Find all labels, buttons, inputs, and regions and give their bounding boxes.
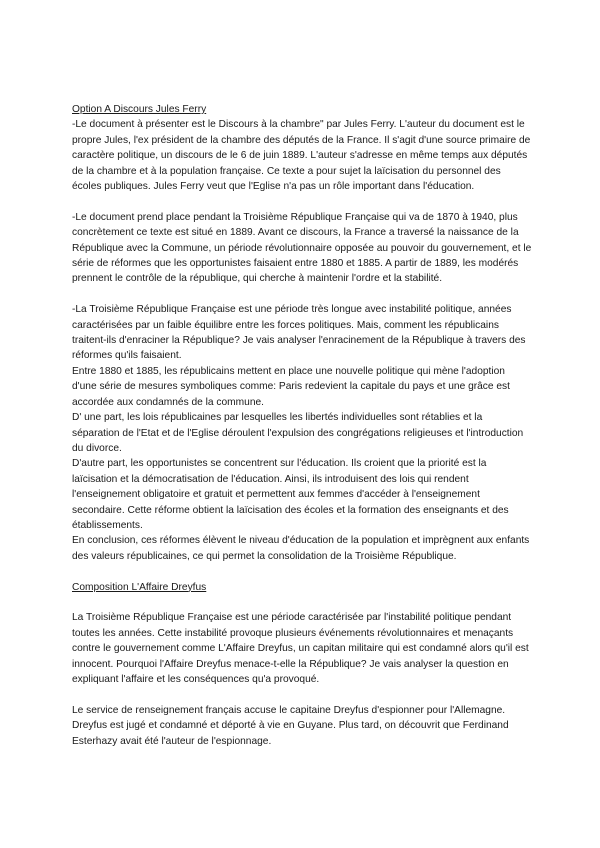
paragraph-dreyfus-introduction: La Troisième République Française est une période caractérisée par l'instabilité politique pendant toutes les années. Cette instabilité provoque plusieurs événements révolutionnaires et menaçants contre le gouvernement comme L'Affaire Dreyfus, un capitan militaire qui est condamné alors qu'il est innocent. Pourquoi l'Affaire Dreyfus menace-t-elle la République? Je vais analyser la question en expliquant l'affaire et les conséquences qu'a provoqué. [72, 612, 529, 685]
section-heading-jules-ferry: Option A Discours Jules Ferry [72, 104, 207, 115]
document-body [72, 102, 532, 749]
paragraph-gap [72, 687, 532, 702]
paragraph-gap [72, 287, 532, 302]
paragraph-gap [72, 194, 532, 209]
paragraph-dreyfus-affair: Le service de renseignement français accuse le capitaine Dreyfus d'espionner pour l'Allemagne. Dreyfus est jugé et condamné et déporté à vie en Guyane. Plus tard, on découvrit que Ferdinand Esterhazy avait été l'auteur de l'espionnage. [72, 704, 509, 747]
paragraph-problematic: -La Troisième République Française est une période très longue avec instabilité politique, années caractérisées par un faible équilibre entre les forces politiques. Mais, comment les républicains traitent-ils d'enraciner la République? Je vais analyser l'enracinement de la République à travers des réformes qu'ils faisaient. [72, 304, 526, 362]
paragraph-introduction: -Le document à présenter est le Discours à la chambre" par Jules Ferry. L'auteur du document est le propre Jules, l'ex président de la chambre des députés de la France. Il s'agit d'une source primaire de caractère politique, un discours de le 6 de juin 1889. L'auteur s'adresse en même temps aux députés de la chambre et à la population française. Ce texte a pour sujet la laïcisation du personnel des écoles publiques. Jules Ferry veut que l'Eglise n'a pas un rôle important dans l'éducation. [72, 119, 531, 193]
paragraph-republican-laws: D' une part, les lois républicaines par lesquelles les libertés individuelles sont rétablies et la séparation de l'Etat et de l'Eglise déroulent l'expulsion des congrégations religieuses et l'introduction du divorce. [72, 412, 524, 454]
paragraph-context: -Le document prend place pendant la Troisième République Française qui va de 1870 à 1940, plus concrètement ce texte est situé en 1889. Avant ce discours, la France a traversé la naissance de la République avec la Commune, un période révolutionnaire opposée au pouvoir du gouvernement, et le série de réformes que les opportunistes faisaient entre 1880 et 1885. A partir de 1889, les modérés prennent le contrôle de la république, qui cherche à maintenir l'ordre et la stabilité. [72, 211, 532, 285]
paragraph-education: D'autre part, les opportunistes se concentrent sur l'éducation. Ils croient que la priorité est la laïcisation et la démocratisation de l'éducation. Ainsi, ils introduisent des lois qui rendent l'enseignement obligatoire et gratuit et permettent aux femmes d'accéder à l'enseignement secondaire. Cette réforme obtient la laïcisation des écoles et la formation des enseignants et des établissements. [72, 458, 509, 531]
paragraph-reforms-1880: Entre 1880 et 1885, les républicains mettent en place une nouvelle politique qui mène l'adoption d'une série de mesures symboliques comme: Paris redevient la capitale du pays et une grâce est accordée aux condamnés de la commune. [72, 365, 510, 408]
paragraph-conclusion: En conclusion, ces réformes élèvent le niveau d'éducation de la population et imprègnent aux enfants des valeurs républicaines, ce qui permet la consolidation de la Troisième République. [72, 535, 530, 562]
section-gap [72, 564, 532, 579]
paragraph-gap [72, 595, 532, 610]
section-heading-dreyfus: Composition L'Affaire Dreyfus [72, 581, 207, 593]
